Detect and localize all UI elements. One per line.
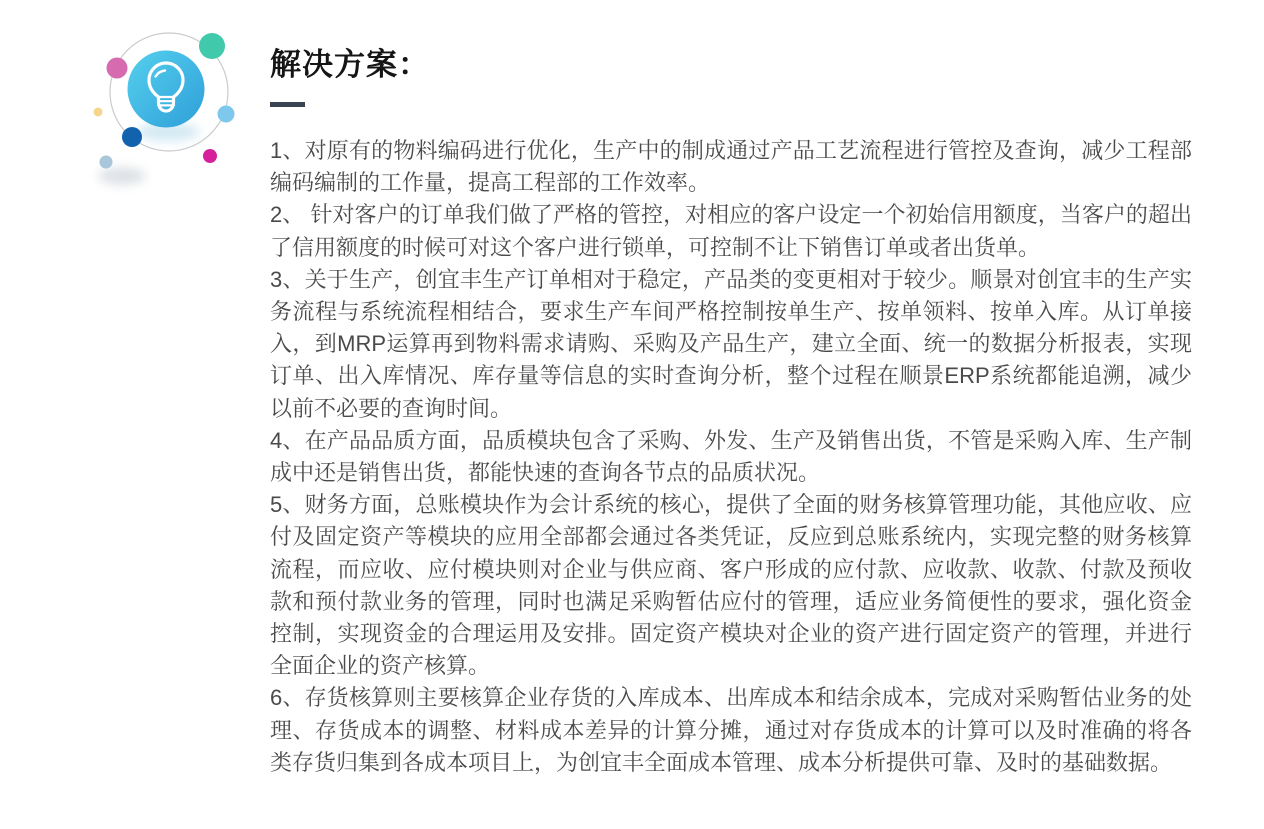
solution-paragraph: 1、对原有的物料编码进行优化，生产中的制成通过产品工艺流程进行管控及查询，减少工程部编码编制的工作量，提高工程部的工作效率。 xyxy=(270,138,1192,196)
dark-blue-dot xyxy=(122,127,142,147)
solution-paragraph: 2、 针对客户的订单我们做了严格的管控，对相应的客户设定一个初始信用额度，当客户的超出了信用额度的时候可对这个客户进行锁单，可控制不让下销售订单或者出货单。 xyxy=(270,202,1192,260)
pink-dot xyxy=(107,58,128,79)
solution-paragraph: 3、关于生产，创宜丰生产订单相对于稳定，产品类的变更相对于较少。顺景对创宜丰的生产实务流程与系统流程相结合，要求生产车间严格控制按单生产、按单领料、按单入库。从订单接入，到MRP运算再到物料需求请购、采购及产品生产，建立全面、统一的数据分析报表，实现订单、出入库情况、库存量等信息的实时查询分析，整个过程在顺景ERP系统都能追溯，减少以前不必要的查询时间。 xyxy=(270,266,1192,421)
accent-dash xyxy=(270,102,305,107)
steel-blue-dot xyxy=(100,156,113,169)
page-title: 解决方案： xyxy=(270,47,430,82)
teal-dot xyxy=(199,33,225,59)
solution-text xyxy=(270,135,1192,779)
magenta-dot xyxy=(203,149,217,163)
lightbulb-icon xyxy=(88,26,240,194)
icon-shadow xyxy=(98,167,146,185)
yellow-dot xyxy=(94,108,103,117)
lightbulb-decoration xyxy=(88,26,240,194)
solution-paragraph: 4、在产品品质方面，品质模块包含了采购、外发、生产及销售出货，不管是采购入库、生产制成中还是销售出货，都能快速的查询各节点的品质状况。 xyxy=(270,427,1192,486)
solution-paragraph: 6、存货核算则主要核算企业存货的入库成本、出库成本和结余成本，完成对采购暂估业务的处理、存货成本的调整、材料成本差异的计算分摊，通过对存货成本的计算可以及时准确的将各类存货归集到各成本项目上，为创宜丰全面成本管理、成本分析提供可靠、及时的基础数据。 xyxy=(270,685,1192,775)
solution-paragraph: 5、财务方面，总账模块作为会计系统的核心，提供了全面的财务核算管理功能，其他应收、应付及固定资产等模块的应用全部都会通过各类凭证，反应到总账系统内，实现完整的财务核算流程，而应收、应付模块则对企业与供应商、客户形成的应付款、应收款、收款、付款及预收款和预付款业务的管理，同时也满足采购暂估应付的管理，适应业务简便性的要求，强化资金控制，实现资金的合理运用及安排。固定资产模块对企业的资产进行固定资产的管理，并进行全面企业的资产核算。 xyxy=(270,492,1192,679)
light-blue-dot xyxy=(218,106,235,123)
solution-section xyxy=(270,46,1192,779)
